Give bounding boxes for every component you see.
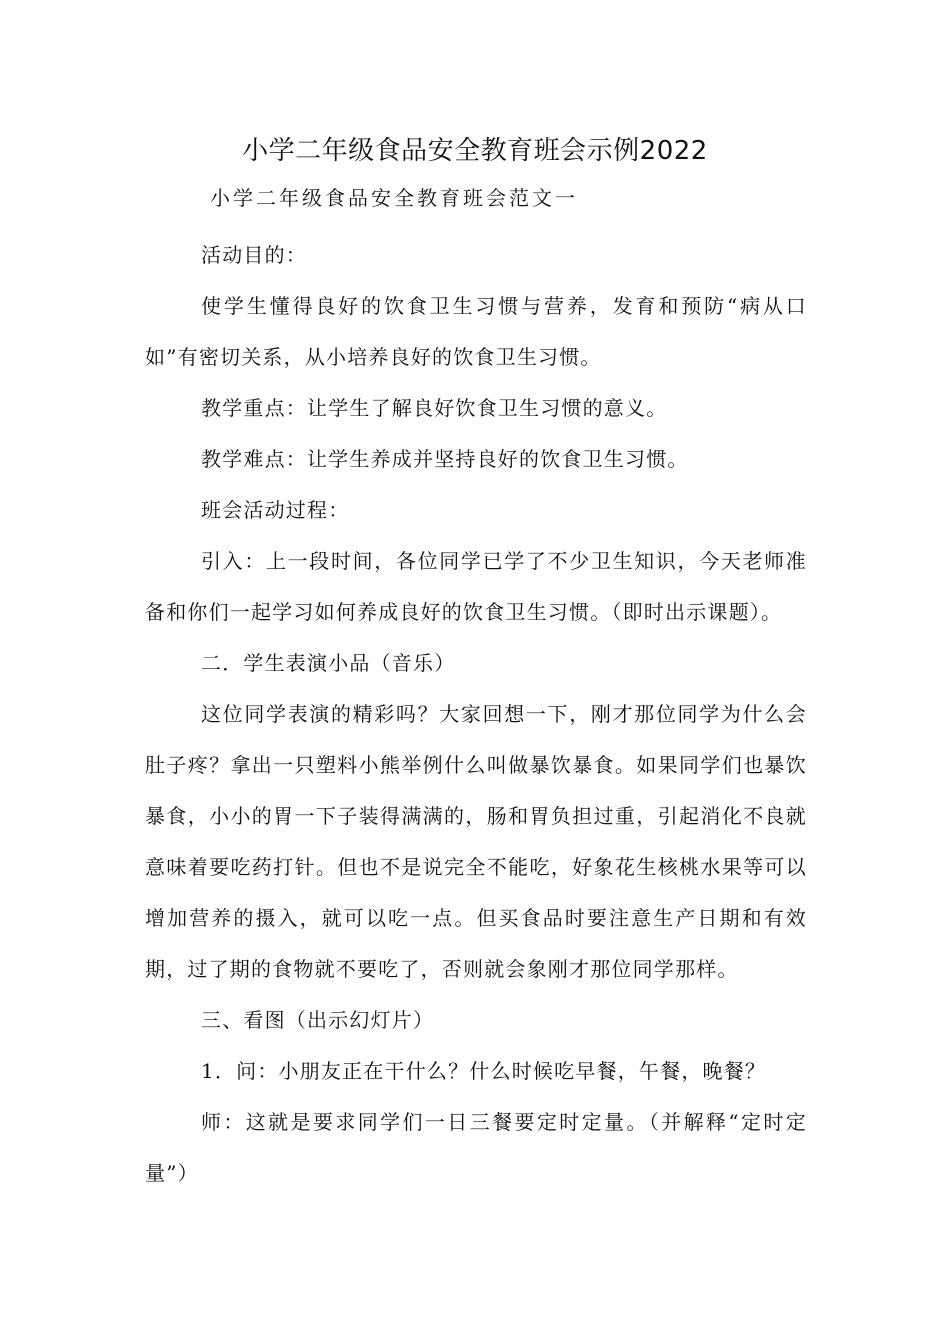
paragraph-process-heading: 班会活动过程： xyxy=(201,498,350,522)
paragraph-question-one: 1．问：小朋友正在干什么？什么时候吃早餐，午餐，晚餐？ xyxy=(201,1059,767,1083)
paragraph-section-three-heading: 三、看图（出示幻灯片） xyxy=(201,1008,435,1032)
paragraph-introduction: 引入：上一段时间，各位同学已学了不少卫生知识，今天老师准备和你们一起学习如何养成良好的饮食卫生习惯。（即时出示课题）。 xyxy=(145,549,807,624)
paragraph-activity-goal-heading: 活动目的： xyxy=(201,243,307,267)
paragraph-activity-goal: 使学生懂得良好的饮食卫生习惯与营养，发育和预防“病从口如”有密切关系，从小培养良好的饮食卫生习惯。 xyxy=(145,294,807,369)
paragraph-teaching-difficulty: 教学难点：让学生养成并坚持良好的饮食卫生习惯。 xyxy=(201,447,689,471)
document-title: 小学二年级食品安全教育班会示例2022 xyxy=(242,136,708,166)
paragraph-teacher-note: 师：这就是要求同学们一日三餐要定时定量。（并解释“定时定量”） xyxy=(145,1110,807,1185)
paragraph-teaching-focus: 教学重点：让学生了解良好饮食卫生习惯的意义。 xyxy=(201,396,668,420)
paragraph-section-two-heading: 二．学生表演小品（音乐） xyxy=(201,651,456,675)
paragraph-section-two-body: 这位同学表演的精彩吗？大家回想一下，刚才那位同学为什么会肚子疼？拿出一只塑料小熊举例什么叫做暴饮暴食。如果同学们也暴饮暴食，小小的胃一下子装得满满的，肠和胃负担过重，引起消化不良就意味着要吃药打针。但也不是说完全不能吃，好象花生核桃水果等可以增加营养的摄入，就可以吃一点。但买食品时要注意生产日期和有效期，过了期的食物就不要吃了，否则就会象刚才那位同学那样。 xyxy=(145,702,807,981)
document-body xyxy=(145,230,807,1199)
document-subtitle: 小学二年级食品安全教育班会范文一 xyxy=(210,186,578,210)
